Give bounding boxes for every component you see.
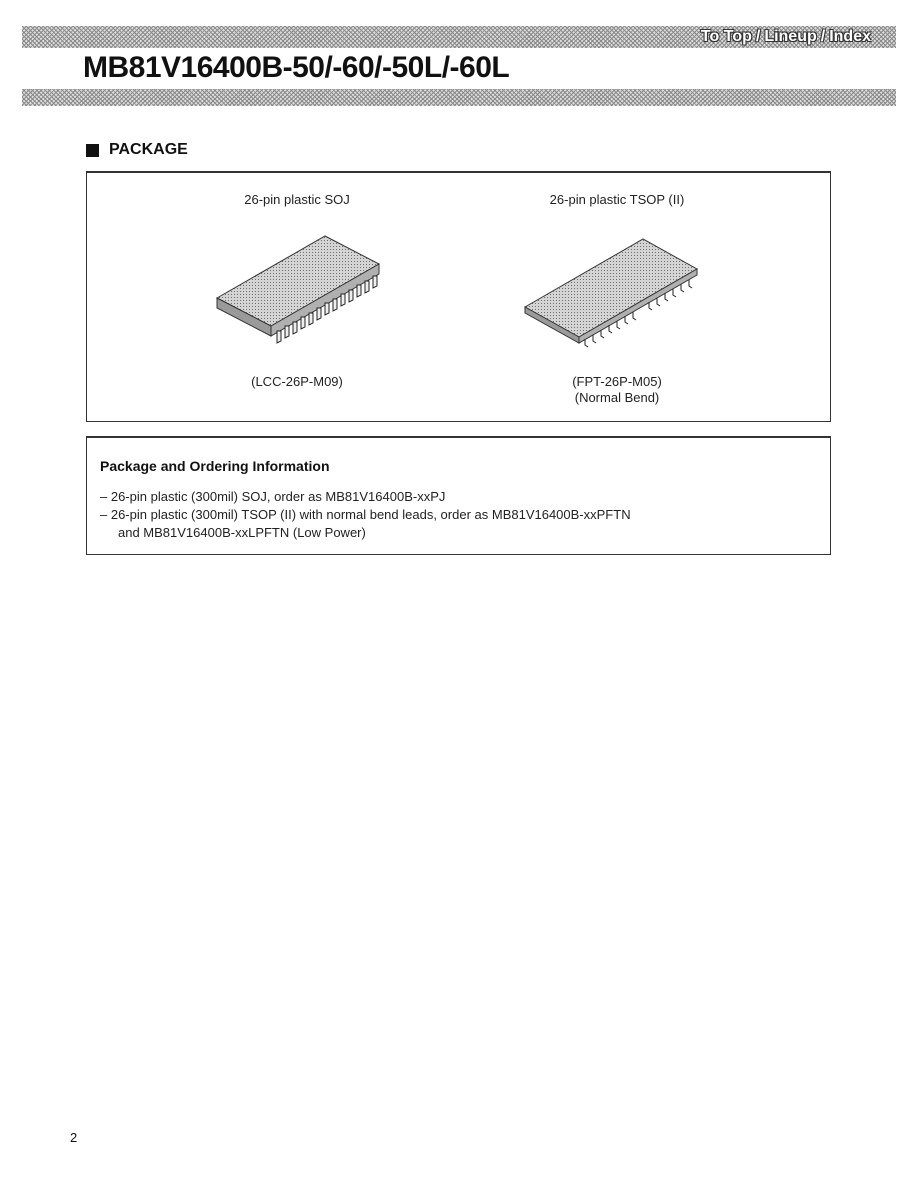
ordering-item-text: – 26-pin plastic (300mil) SOJ, order as MB81V16400B-xxPJ bbox=[100, 489, 446, 504]
ordering-list bbox=[100, 488, 631, 542]
tsop-package-name: 26-pin plastic TSOP (II) bbox=[549, 192, 685, 207]
ordering-heading: Package and Ordering Information bbox=[100, 458, 330, 474]
title-hatch-band bbox=[22, 89, 896, 106]
page-number: 2 bbox=[70, 1130, 78, 1145]
ordering-item-continuation: and MB81V16400B-xxLPFTN (Low Power) bbox=[118, 525, 366, 540]
section-heading bbox=[86, 141, 188, 159]
document-title: MB81V16400B-50/-60/-50L/-60L bbox=[83, 51, 510, 84]
tsop-chip-icon bbox=[517, 231, 717, 351]
lineup-link[interactable]: Lineup bbox=[764, 28, 817, 45]
soj-chip-icon bbox=[207, 228, 387, 358]
bullet-square-icon bbox=[86, 144, 99, 157]
tsop-package-code: (FPT-26P-M05) bbox=[572, 374, 662, 389]
header-nav bbox=[701, 26, 871, 48]
nav-separator: / bbox=[820, 28, 826, 45]
to-top-link[interactable]: To Top bbox=[700, 28, 752, 45]
ordering-item-text: – 26-pin plastic (300mil) TSOP (II) with normal bend leads, order as MB81V16400B-xxPFTN bbox=[100, 507, 631, 522]
section-heading-text: PACKAGE bbox=[109, 141, 188, 158]
ordering-item bbox=[100, 488, 631, 506]
nav-separator: / bbox=[755, 28, 761, 45]
package-figure-box bbox=[86, 171, 831, 422]
soj-package-name: 26-pin plastic SOJ bbox=[244, 192, 350, 207]
index-link[interactable]: Index bbox=[829, 28, 871, 45]
ordering-item bbox=[100, 506, 631, 542]
tsop-package-note: (Normal Bend) bbox=[574, 390, 660, 405]
soj-package-code: (LCC-26P-M09) bbox=[251, 374, 343, 389]
ordering-info-box bbox=[86, 436, 831, 555]
